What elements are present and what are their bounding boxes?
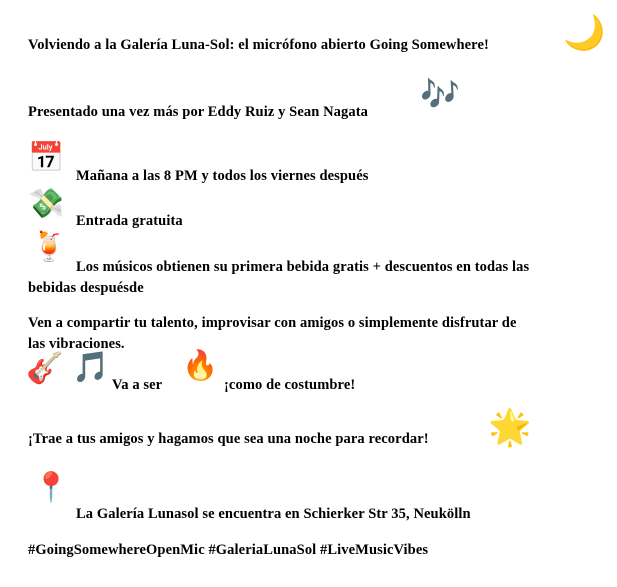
post-headline: Volviendo a la Galería Luna-Sol: el micrófono abierto Going Somewhere! [28, 37, 489, 53]
gonna-be-text: Va a ser [112, 377, 163, 393]
calendar-icon: 📅 [28, 140, 65, 174]
hashtags-line: #GoingSomewhereOpenMic #GaleriaLunaSol #LiveMusicVibes [28, 542, 429, 558]
music-note-icon: 🎵 [72, 350, 110, 385]
musicians-perks-line-2: bebidas despuésde [28, 280, 144, 296]
map-pin-icon: 📍 [33, 470, 70, 504]
musical-notes-icon: 🎶 [420, 75, 460, 113]
fire-icon: 🔥 [182, 348, 219, 382]
tropical-drink-icon: 🍹 [31, 229, 68, 263]
glowing-star-icon: 🌟 [488, 408, 532, 448]
musicians-perks-line-1: Los músicos obtienen su primera bebida gratis + descuentos en todas las [76, 259, 530, 275]
presented-by-line: Presentado una vez más por Eddy Ruiz y Sean Nagata [28, 104, 369, 120]
venue-address-line: La Galería Lunasol se encuentra en Schierker Str 35, Neukölln [76, 506, 471, 522]
crescent-moon-icon: 🌙 [563, 13, 606, 53]
guitar-icon: 🎸 [26, 351, 64, 386]
as-usual-text: ¡como de costumbre! [224, 377, 356, 393]
money-with-wings-icon: 💸 [28, 186, 65, 220]
invitation-line-1: Ven a compartir tu talento, improvisar con amigos o simplemente disfrutar de [28, 315, 517, 331]
invitation-line-2: las vibraciones. [28, 336, 125, 352]
schedule-line: Mañana a las 8 PM y todos los viernes después [76, 168, 369, 184]
free-entry-line: Entrada gratuita [76, 213, 183, 229]
bring-friends-line: ¡Trae a tus amigos y hagamos que sea una noche para recordar! [28, 431, 429, 447]
